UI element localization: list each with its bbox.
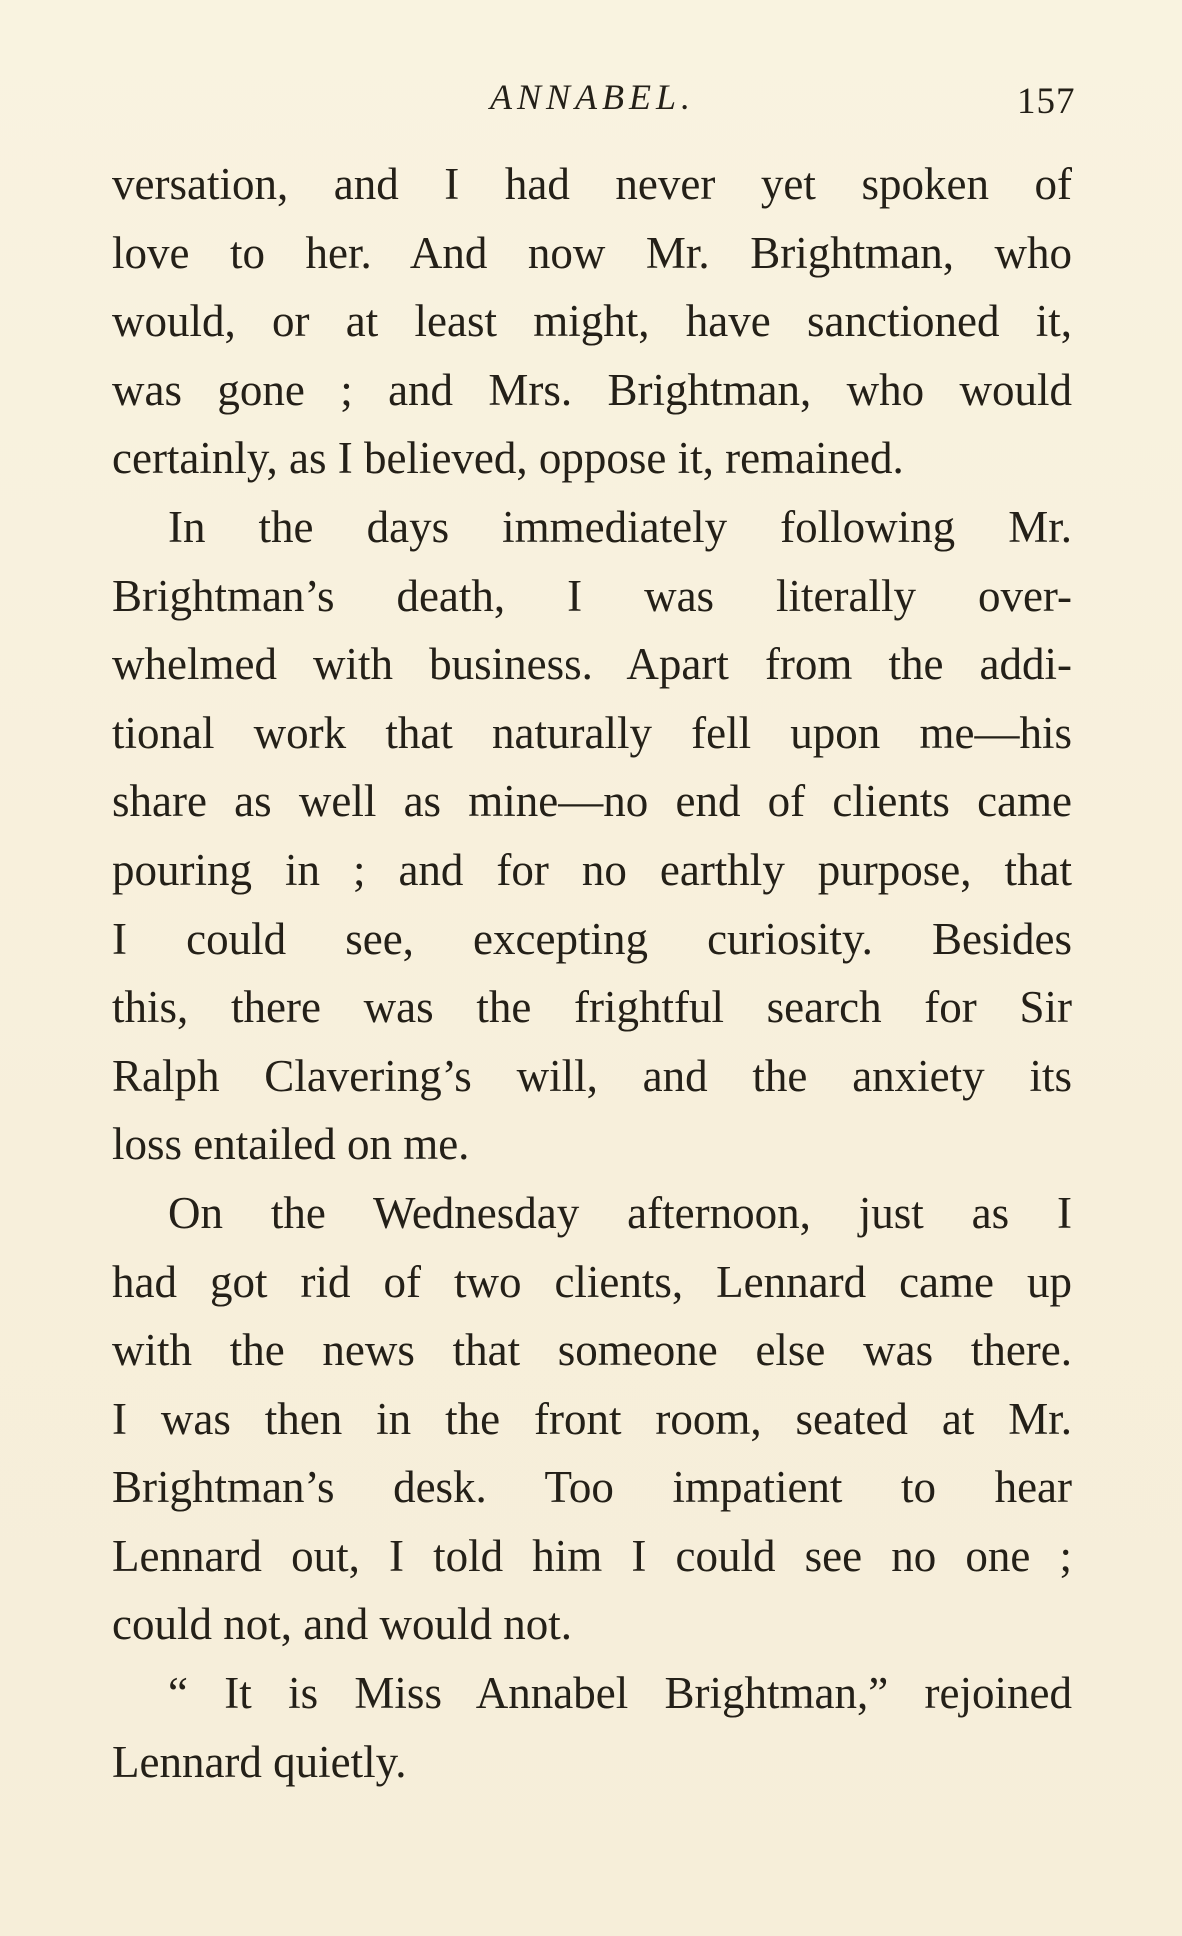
text-line: Brightman’s death, I was literally over- — [112, 570, 1072, 621]
text-line: I could see, excepting curiosity. Besides — [112, 913, 1072, 964]
running-title: ANNABEL. — [490, 77, 696, 117]
text-line: certainly, as I believed, oppose it, remained. — [112, 433, 904, 484]
paragraph-start-line: “ It is Miss Annabel Brightman,” rejoined — [168, 1668, 1072, 1719]
text-line: with the news that someone else was there. — [112, 1325, 1072, 1376]
text-line: Lennard quietly. — [112, 1736, 407, 1787]
page-number: 157 — [1017, 81, 1076, 122]
text-line: Lennard out, I told him I could see no one ; — [112, 1530, 1072, 1581]
text-line: could not, and would not. — [112, 1599, 572, 1650]
running-head — [0, 68, 1182, 122]
text-line: this, there was the frightful search for Sir — [112, 982, 1072, 1033]
text-line: had got rid of two clients, Lennard came up — [112, 1256, 1072, 1307]
paragraph-start-line: In the days immediately following Mr. — [168, 501, 1072, 552]
text-line: whelmed with business. Apart from the addi- — [112, 639, 1072, 690]
paragraph-start-line: On the Wednesday afternoon, just as I — [168, 1187, 1072, 1238]
text-line: tional work that naturally fell upon me—his — [112, 707, 1072, 758]
text-line: versation, and I had never yet spoken of — [112, 159, 1072, 209]
text-line: Brightman’s desk. Too impatient to hear — [112, 1462, 1072, 1513]
text-line: loss entailed on me. — [112, 1119, 470, 1170]
text-line: share as well as mine—no end of clients came — [112, 776, 1072, 827]
text-line: Ralph Clavering’s will, and the anxiety its — [112, 1050, 1072, 1101]
text-line: would, or at least might, have sanctioned it, — [112, 296, 1072, 347]
text-line: was gone ; and Mrs. Brightman, who would — [112, 364, 1072, 415]
text-line: love to her. And now Mr. Brightman, who — [112, 227, 1072, 278]
text-line: pouring in ; and for no earthly purpose, that — [112, 844, 1072, 895]
text-line: I was then in the front room, seated at Mr. — [112, 1393, 1072, 1444]
body-text — [112, 150, 1072, 1796]
